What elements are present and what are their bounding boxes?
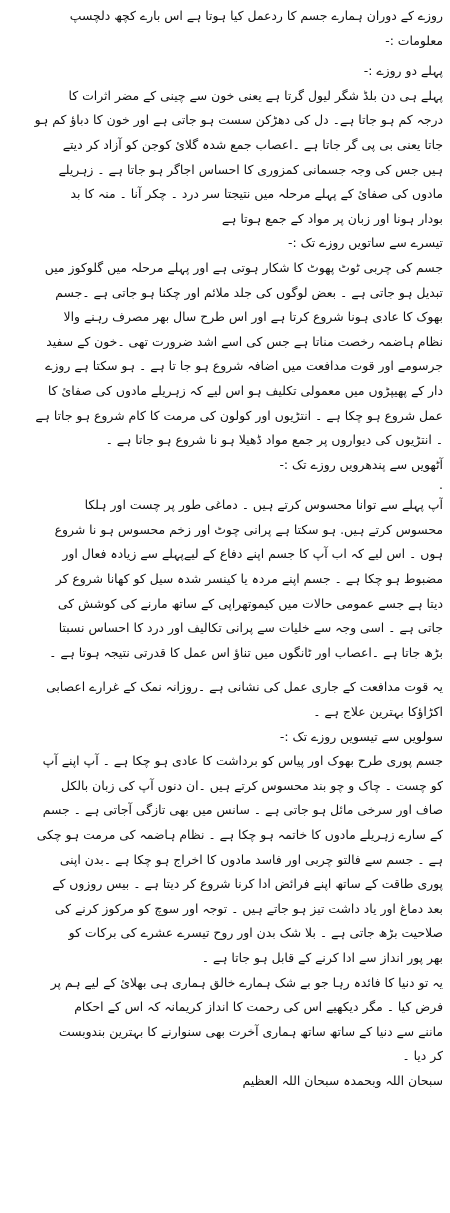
- section-line: بھر پور انداز سے ادا کرنے کے قابل ہو جاتا ہے ۔: [201, 949, 443, 965]
- section-line: مضبوط ہو چکا ہے ۔ جسم اپنے مردہ یا کینسر شدہ سیل کو کھانا شروع کر: [55, 571, 443, 587]
- section-line: جسم پوری طرح بھوک اور پیاس کو برداشت کا عادی ہو چکا ہے ۔ آپ اپنے آپ: [42, 753, 443, 769]
- section-line: بودار ہونا اور زبان پر مواد کے جمع ہوتا ہے: [221, 210, 443, 226]
- conclusion-line: فرض کیا ۔ مگر دیکھیے اس کی رحمت کا انداز کریمانہ کہ اس کے احکام: [74, 999, 443, 1015]
- conclusion-line: یہ تو دنیا کا فائدہ رہا جو بے شک ہمارے خالق ہماری ہی بھلائ کے لیے ہم پر: [50, 974, 443, 990]
- section-line: جاتا یعنی بی پی گر جاتا ہے ۔اعصاب جمع شدہ گلائ کوجن کو آزاد کر دیتے: [62, 136, 443, 152]
- section-line: ہے ۔ جسم سے فالتو چربی اور فاسد مادوں کا اخراج ہو چکا ہے ۔بدن اپنی: [59, 851, 443, 867]
- section-heading: پہلے دو روزے :-: [363, 63, 443, 79]
- section-line: اکڑاؤکا بہترین علاج ہے ۔: [313, 704, 443, 720]
- section-line: یہ قوت مدافعت کے جاری عمل کی نشانی ہے ۔روزانہ نمک کے غرارے اعصابی: [46, 679, 443, 695]
- section-line: جسم کی چربی ٹوٹ پھوٹ کا شکار ہوتی ہے اور پہلے مرحلہ میں گلوکوز میں: [44, 259, 443, 275]
- section-line: پہلے ہی دن بلڈ شگر لیول گرتا ہے یعنی خون سے چینی کے مضر اثرات کا: [68, 87, 443, 103]
- closing-tasbih: سبحان اللہ وبحمدہ سبحان اللہ العظیم: [242, 1072, 443, 1088]
- section-line: دار کے پھیپڑوں میں معمولی تکلیف ہو اس لیے کہ زہریلے مادوں کی صفائ کا: [47, 382, 443, 398]
- section-line: بعد دماغ اور یاد داشت تیز ہو جاتے ہیں ۔ توجہ اور سوچ کو مرکوز کرنے کی: [54, 900, 443, 916]
- intro-line: روزے کے دوران ہمارے جسم کا ردعمل کیا ہوتا ہے اس بارے کچھ دلچسپ: [69, 8, 443, 23]
- conclusion-paragraph: [6, 971, 443, 1069]
- section-line: عمل شروع ہو چکا ہے ۔ انتڑیوں اور کولون کی مرمت کا کام شروع ہو جاتا ہے: [35, 407, 443, 423]
- section-line: پوری طاقت کے ساتھ اپنے فرائض ادا کرنا شروع کر دیتا ہے ۔ بیس روزوں کے: [52, 876, 443, 892]
- section-line: بھوک کا عادی ہونا شروع کرتا ہے اور اس طرح سال بھر مصرف رہنے والا: [63, 309, 443, 325]
- section-line: ہوں ۔ اس لیے کہ اب آپ کا جسم اپنے دفاع کے لیےپہلے سے زیادہ فعال اور: [62, 546, 443, 562]
- section-line: صاف اور سرخی مائل ہو جاتی ہے ۔ سانس میں بھی تازگی آجاتی ہے ۔ جسم: [42, 802, 443, 818]
- section-line: جرسومے اور قوت مدافعت میں اضافہ شروع ہو جا تا ہے ۔ ہو سکتا ہے روزے: [45, 358, 443, 374]
- section-heading: سولویں سے تیسویں روزے تک :-: [279, 728, 443, 744]
- section-line: بڑھ جاتا ہے ۔اعصاب اور ٹانگوں میں تناؤ اس عمل کا قدرتی نتیجہ ہوتا ہے ۔: [49, 644, 443, 660]
- conclusion-line: ماننے سے دنیا کے ساتھ ساتھ ہماری آخرت بھی سنوارنے کا بہترین بندوبست: [58, 1023, 443, 1039]
- section-line: آپ پہلے سے توانا محسوس کرتے ہیں ۔ دماغی طور پر چست اور ہلکا: [84, 497, 443, 513]
- section-heading: تیسرے سے ساتویں روزے تک :-: [288, 235, 443, 251]
- section-line: ہیں جس کی وجہ جسمانی کمزوری کا احساس اجاگر ہو جاتا ہے ۔ زہریلے: [58, 161, 443, 177]
- section-sixteenth-to-thirtieth: [6, 725, 443, 971]
- section-dot: .: [439, 477, 443, 493]
- section-line: درجہ کم ہو جاتا ہے۔ دل کی دھڑکن سست ہو جاتی ہے اور خون کا دباؤ کم ہو: [34, 112, 443, 128]
- conclusion-line: کر دیا ۔: [402, 1048, 443, 1064]
- section-line: تبدیل ہو جاتی ہے ۔ بعض لوگوں کی جلد ملائم اور چکنا ہو جاتی ہے ۔جسم: [55, 284, 443, 300]
- section-third-to-seventh: [6, 231, 443, 452]
- section-first-two-fasts: [6, 59, 443, 231]
- section-line: ۔ انتڑیوں کی دیواروں پر جمع مواد ڈھیلا ہو نا شروع ہو جاتا ہے ۔: [105, 432, 443, 448]
- section-line: جاتی ہے ۔ اسی وجہ سے خلیات سے پرانی تکالیف اور درد کا احساس نسبتا: [58, 620, 443, 636]
- section-line: مادوں کی صفائ کے پہلے مرحلہ میں نتیجتا سر درد ۔ چکر آنا ۔ منہ کا بد: [70, 186, 443, 202]
- section-line: دیتا ہے جسے عمومی حالات میں کیموتھراپی کے ساتھ مارنے کی کوشش کی: [57, 595, 443, 611]
- section-heading: آٹھویں سے پندھرویں روزے تک :-: [279, 456, 443, 472]
- section-line: نظام ہاضمہ رخصت مناتا ہے جس کی اسے اشد ضرورت تھی ۔خون کے سفید: [46, 333, 443, 349]
- section-eighth-to-fifteenth: [6, 453, 443, 725]
- section-line: محسوس کرتے ہیں. ہو سکتا ہے پرانی چوٹ اور زخم محسوس ہو نا شروع: [54, 521, 443, 537]
- section-line: کے سارے زہریلے مادوں کا خاتمہ ہو چکا ہے ۔ نظام ہاضمہ کی مرمت ہو چکی: [36, 827, 443, 842]
- section-line: صلاحیت بڑھ جاتی ہے ۔ بلا شک بدن اور روح تیسرے عشرے کی برکات کو: [68, 925, 443, 941]
- section-line: کو چست ۔ چاک و چو بند محسوس کرتے ہیں ۔ان دنوں آپ کی زبان بالکل: [60, 777, 443, 793]
- intro-paragraph: [6, 4, 443, 53]
- intro-line: معلومات :-: [385, 32, 443, 48]
